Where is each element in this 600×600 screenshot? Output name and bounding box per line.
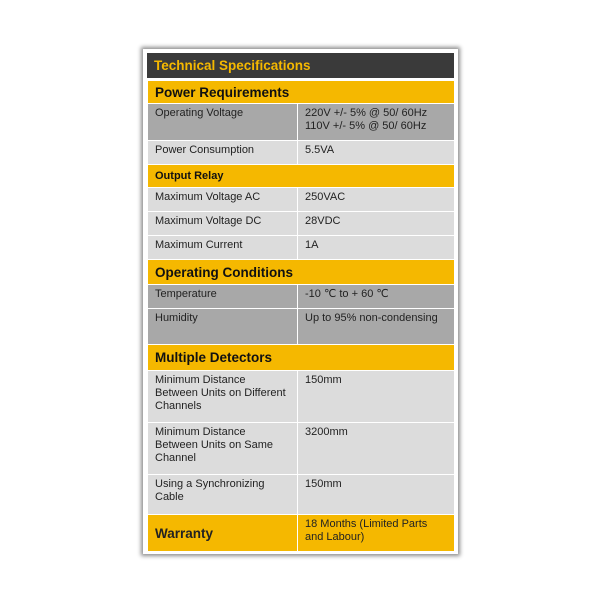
section-heading: Output Relay [148,165,455,188]
spec-value: 5.5VA [298,141,455,165]
spec-value: 28VDC [298,212,455,236]
spec-label: Maximum Voltage DC [148,212,298,236]
table-row [148,285,455,309]
spec-label: Minimum Distance Between Units on Different Channels [148,371,298,423]
spec-table [147,80,455,552]
spec-label: Operating Voltage [148,104,298,141]
table-row [148,236,455,260]
spec-value [298,104,455,141]
spec-value-line: 110V +/- 5% @ 50/ 60Hz [305,120,427,132]
table-row [148,309,455,345]
spec-value: Up to 95% non-condensing [298,309,455,345]
spec-value: 150mm [298,371,455,423]
spec-value-line: 220V +/- 5% @ 50/ 60Hz [305,107,428,119]
spec-value: -10 ℃ to + 60 ℃ [298,285,455,309]
table-row [148,475,455,515]
spec-value: 1A [298,236,455,260]
spec-label: Maximum Current [148,236,298,260]
warranty-row [148,515,455,552]
section-heading: Multiple Detectors [148,345,455,371]
spec-label: Power Consumption [148,141,298,165]
warranty-label: Warranty [148,515,298,552]
table-row [148,104,455,141]
spec-card [143,49,458,554]
section-heading: Operating Conditions [148,260,455,285]
spec-value: 3200mm [298,423,455,475]
table-row [148,212,455,236]
section-heading: Power Requirements [148,81,455,104]
card-title: Technical Specifications [147,53,454,78]
section-power [148,81,455,104]
section-relay [148,165,455,188]
table-row [148,371,455,423]
spec-label: Humidity [148,309,298,345]
warranty-value: 18 Months (Limited Parts and Labour) [298,515,455,552]
spec-value: 150mm [298,475,455,515]
spec-label: Minimum Distance Between Units on Same Channel [148,423,298,475]
section-operating [148,260,455,285]
table-row [148,423,455,475]
spec-value: 250VAC [298,188,455,212]
section-detectors [148,345,455,371]
spec-label: Using a Synchronizing Cable [148,475,298,515]
table-row [148,141,455,165]
spec-label: Temperature [148,285,298,309]
table-row [148,188,455,212]
spec-label: Maximum Voltage AC [148,188,298,212]
